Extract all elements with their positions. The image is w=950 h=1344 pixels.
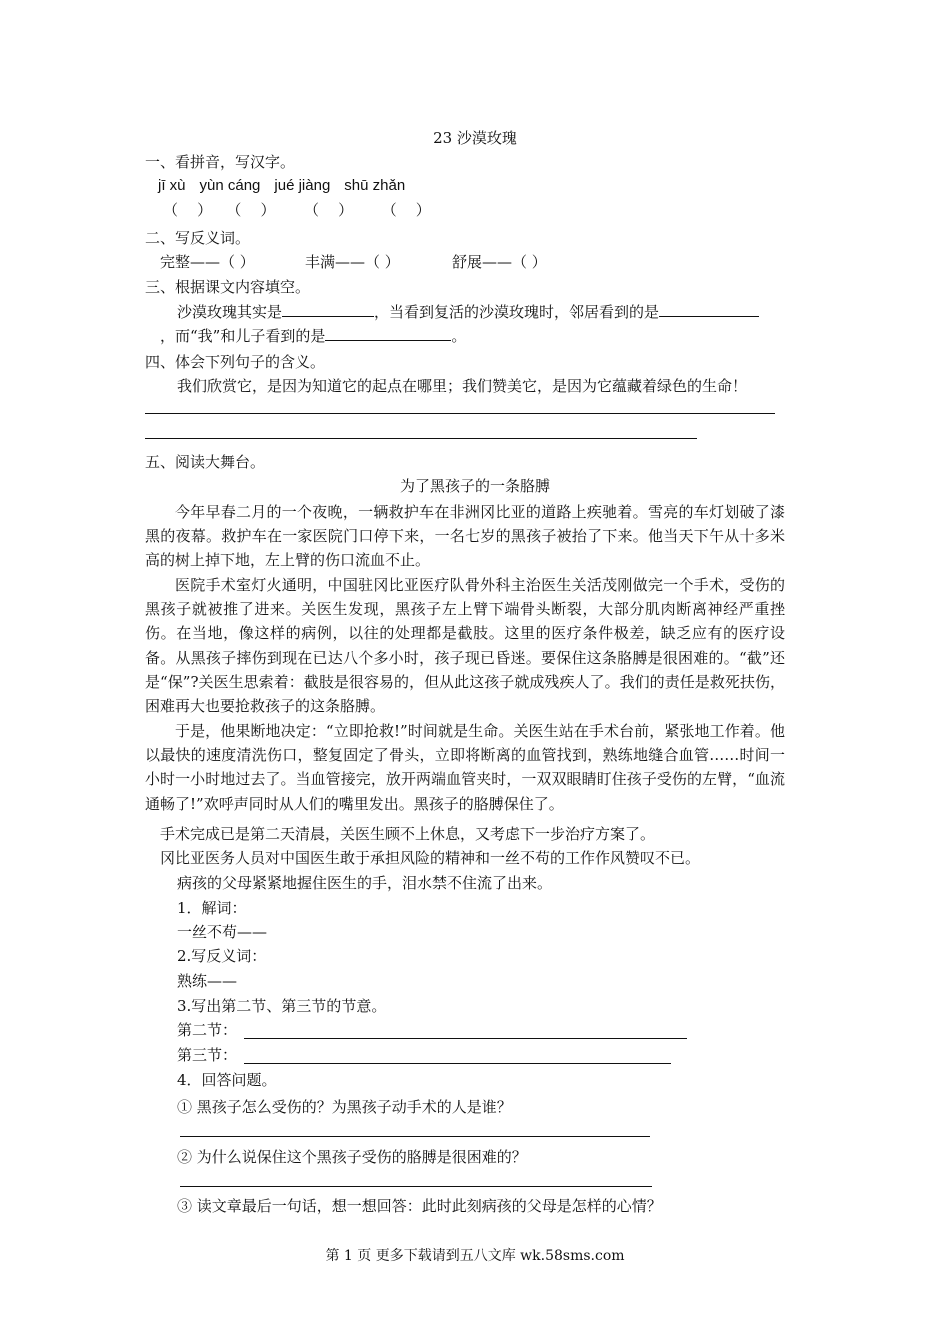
antonym-3: 舒展——（ ） <box>452 253 547 271</box>
section-4-sentence: 我们欣赏它，是因为知道它的起点在哪里；我们赞美它，是因为它蕴藏着绿色的生命！ <box>177 377 748 395</box>
fill-blank-2[interactable] <box>659 302 759 317</box>
section-1-heading: 一、看拼音，写汉字。 <box>145 153 296 171</box>
section-4-heading: 四、体会下列句子的含义。 <box>145 353 326 371</box>
article-paragraph-4: 手术完成已是第二天清晨，关医生顾不上休息，又考虑下一步治疗方案了。 <box>160 825 656 843</box>
article-paragraph-5: 冈比亚医务人员对中国医生敢于承担风险的精神和一丝不苟的工作作风赞叹不已。 <box>160 849 701 867</box>
question-3-section-3: 第三节： <box>177 1046 238 1064</box>
pinyin-3: jué jiàng <box>274 177 331 194</box>
answer-line-q4-2[interactable] <box>180 1186 652 1187</box>
article-paragraph-1: 今年早春二月的一个夜晚，一辆救护车在非洲冈比亚的道路上疾驰着。雪亮的车灯划破了漆黑的夜幕。救护车在一家医院门口停下来，一名七岁的黑孩子被抬了下来。他当天下午从十多米高的树上掉下地，左上臂的伤口流血不止。 <box>145 503 785 570</box>
section-3-heading: 三、根据课文内容填空。 <box>145 278 311 296</box>
question-4-3: ③ 读文章最后一句话，想一想回答：此时此刻病孩的父母是怎样的心情？ <box>177 1197 662 1215</box>
fill-blank-1[interactable] <box>282 302 374 317</box>
fill-line-1 <box>177 302 759 322</box>
antonym-1: 完整——（ ） <box>160 253 255 271</box>
pinyin-row <box>158 176 419 196</box>
page-title: 23 沙漠玫瑰 <box>433 129 517 147</box>
answer-line-q3b[interactable] <box>244 1063 671 1064</box>
fill-text-1b: ，当看到复活的沙漠玫瑰时，邻居看到的是 <box>374 303 660 321</box>
fill-text-2b: 。 <box>451 327 467 345</box>
question-1-item: 一丝不苟—— <box>177 923 268 941</box>
antonym-2: 丰满——（ ） <box>305 253 400 271</box>
page-footer: 第 1 页 更多下载请到五八文库 wk.58sms.com <box>325 1248 625 1264</box>
section-2-heading: 二、写反义词。 <box>145 229 251 247</box>
pinyin-blanks: （ ） （ ） （ ） （ ） <box>163 201 431 219</box>
fill-text-2a: ，而“我”和儿子看到的是 <box>160 327 326 345</box>
answer-line-q3a[interactable] <box>244 1038 687 1039</box>
fill-line-2 <box>160 326 466 346</box>
article-title: 为了黑孩子的一条胳膊 <box>399 477 550 495</box>
pinyin-2: yùn cáng <box>199 177 261 194</box>
pinyin-1: jī xù <box>158 177 186 194</box>
section-5-heading: 五、阅读大舞台。 <box>145 453 266 471</box>
question-2: 2.写反义词： <box>177 947 267 965</box>
fill-blank-3[interactable] <box>325 326 451 341</box>
answer-line-q4-1[interactable] <box>180 1136 650 1137</box>
question-4-2: ② 为什么说保住这个黑孩子受伤的胳膊是很困难的？ <box>177 1148 527 1166</box>
article-paragraph-3: 于是，他果断地决定：“立即抢救!”时间就是生命。关医生站在手术台前，紧张地工作着。他以最快的速度清洗伤口，整复固定了骨头，立即将断离的血管找到，熟练地缝合血管……时间一小时一小时地过去了。当血管接完，放开两端血管夹时，一双双眼睛盯住孩子受伤的左臂，“血流通畅了!”欢呼声同时从人们的嘴里发出。黑孩子的胳膊保住了。 <box>145 722 785 813</box>
question-4-1: ① 黑孩子怎么受伤的？为黑孩子动手术的人是谁？ <box>177 1098 512 1116</box>
answer-line-2[interactable] <box>145 438 697 439</box>
answer-line-1[interactable] <box>145 413 775 414</box>
article-paragraph-2: 医院手术室灯火通明，中国驻冈比亚医疗队骨外科主治医生关活茂刚做完一个手术，受伤的黑孩子就被推了进来。关医生发现，黑孩子左上臂下端骨头断裂，大部分肌肉断离神经严重挫伤。在当地，像这样的病例，以往的处理都是截肢。这里的医疗条件极差，缺乏应有的医疗设备。从黑孩子摔伤到现在已达八个多小时，孩子现已昏迷。要保住这条胳膊是很困难的。“截”还是“保”?关医生思索着：截肢是很容易的，但从此这孩子就成残疾人了。我们的责任是救死扶伤，困难再大也要抢救孩子的这条胳膊。 <box>145 576 785 716</box>
article-paragraph-6: 病孩的父母紧紧地握住医生的手，泪水禁不住流了出来。 <box>177 874 553 892</box>
fill-text-1a: 沙漠玫瑰其实是 <box>177 303 283 321</box>
question-3: 3.写出第二节、第三节的节意。 <box>177 997 387 1015</box>
question-2-item: 熟练—— <box>177 972 238 990</box>
pinyin-4: shū zhǎn <box>344 177 406 194</box>
question-1: 1．解词： <box>177 899 247 917</box>
question-4: 4．回答问题。 <box>177 1071 277 1089</box>
question-3-section-2: 第二节： <box>177 1021 238 1039</box>
